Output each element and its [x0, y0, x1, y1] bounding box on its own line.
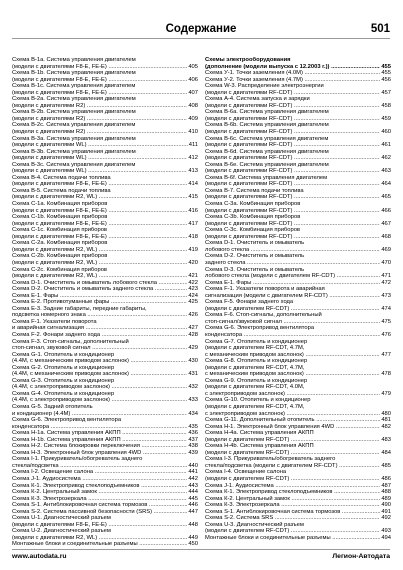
toc-entry-title: (модели с двигателями F8-E, FE-E) .....	[12, 77, 198, 84]
toc-entry-title: (модели с двигателем RF-CDT) .....	[205, 528, 391, 535]
toc-entry-page: 412	[188, 155, 198, 162]
toc-entry-title: Схема С-1а. Комбинация приборов	[12, 201, 108, 208]
toc-entry-page: 435	[188, 423, 198, 430]
toc-entry-title: Схема В-2а. Система управления двигателем	[12, 96, 136, 103]
toc-entry-title: (модели с двигателями F8-E, FE-E) .....	[12, 234, 198, 241]
toc-entry-page: 427	[188, 325, 198, 332]
toc-entry-title: Монтажные блоки и соединительные разъемы .....	[205, 535, 391, 542]
toc-entry-page: 465	[381, 194, 391, 201]
toc-entry-title: Схема К-1. Электропривод стеклоподъемников .....	[205, 489, 391, 496]
page-header	[12, 22, 390, 39]
footer-website: www.autodata.ru	[12, 553, 67, 560]
toc-entry-title: Схема Н-4b. Система управления АКПП	[205, 443, 314, 450]
toc-entry-title: (модели с двигателями WL) .....	[12, 142, 198, 149]
toc-entry-title: Схема G-1. Отопитель и кондиционер	[12, 351, 115, 358]
toc-entry-title: (модели с двигателями RF-CDT) .....	[205, 155, 391, 162]
toc-entry-page: 415	[188, 194, 198, 201]
toc-entry-page: 475	[381, 318, 391, 325]
toc-entry-title: и аварийная сигнализация .....	[12, 325, 198, 332]
toc-entry-title: Схема В-5. Система подачи топлива	[12, 187, 111, 194]
toc-entry-title: с механическим приводом заслонок) .....	[205, 371, 391, 378]
toc-entry-page: 437	[188, 436, 198, 443]
toc-entry-title: Схемы электрооборудования	[205, 57, 291, 63]
toc-entry-page: 467	[381, 220, 391, 227]
toc-entry-title: Схема У-1. Точки заземления (4.0M) .....	[205, 70, 391, 77]
toc-entry-title: Схема F-3. Стоп-сигналы, дополнительный	[12, 338, 129, 345]
toc-entry-title: Схема Е-1. Фары .....	[205, 280, 391, 287]
toc-entry-title: (модели с двигателями F8-E, FE-E) .....	[12, 522, 198, 529]
toc-entry-title: (модели с двигателями R2, WL) .....	[12, 194, 198, 201]
toc-entry-title: Схема Н-2. Система блокировки переключения .....	[12, 443, 198, 450]
toc-entry-title: Схема S-1. Антиблокировочная система тормозов .....	[205, 509, 391, 516]
toc-entry-page: 460	[381, 129, 391, 136]
toc-entry-page: 431	[188, 371, 198, 378]
toc-entry-title: Схема В-2b. Система управления двигателем	[12, 109, 136, 116]
toc-entry-title: Схема С-3с. Комбинация приборов	[205, 227, 301, 234]
toc-entry-title: (модели с двигателями R2) .....	[12, 116, 198, 123]
toc-entry-page: 490	[381, 502, 391, 509]
toc-entry-title: лобового стекла .....	[205, 247, 391, 254]
toc-entry-title: Схема С-2с. Комбинация приборов	[12, 266, 108, 273]
toc-entry-title: Схема В-6а. Система управления двигателем	[205, 109, 329, 116]
toc-entry-title: (модели с двигателями RF-CDT) .....	[205, 90, 391, 97]
toc-entry-title: (4.4М, с механическим приводом заслонок) .....	[12, 371, 198, 378]
toc-entry-title: Схема F-1. Указатели поворота	[12, 318, 97, 325]
toc-entry-title: Схема К-3. Электрозеркала .....	[205, 502, 391, 509]
toc-entry-page: 448	[188, 521, 198, 528]
toc-entry-title: Схема В-6е. Система управления двигателем	[205, 161, 329, 168]
toc-entry-title: Схема В-1а. Система управления двигателем	[12, 57, 136, 63]
toc-entry-page: 445	[188, 495, 198, 502]
toc-entry-title: (модели с двигателями R2, WL) .....	[12, 535, 198, 542]
toc-entry-page: 418	[188, 233, 198, 240]
toc-entry-title: Схема В-1с. Система управления двигателем	[12, 83, 136, 90]
toc-entry-title: Схема К-1. Электропривод стеклоподъемников .....	[12, 483, 198, 490]
toc-entry-title: (модели с двигателями R2, WL) .....	[12, 273, 198, 280]
toc-entry-page: 446	[188, 502, 198, 509]
toc-entry-page: 481	[381, 417, 391, 424]
toc-entry-page: 443	[188, 482, 198, 489]
toc-entry-title: (модели с двигателями RF-CDT) .....	[205, 129, 391, 136]
toc-entry-title: Схема А-4. Система запуска и зарядки	[205, 96, 310, 103]
toc-entry-title: (модели с двигателями RF-CDT) .....	[205, 194, 391, 201]
toc-entry-title: стоп-сигнал, звуковой сигнал .....	[12, 345, 198, 352]
toc-entry-page: 449	[188, 534, 198, 541]
toc-entry-title: Схема S-2. Система SRS .....	[205, 515, 391, 522]
toc-entry-page: 470	[381, 259, 391, 266]
toc-entry-page: 426	[188, 312, 198, 319]
toc-entry-title: (модели с двигателями F8-E, FE-E) .....	[12, 181, 198, 188]
toc-entry-page: 413	[188, 168, 198, 175]
toc-entry-page: 477	[381, 351, 391, 358]
toc-entry-page: 478	[381, 371, 391, 378]
toc-entry-page: 419	[188, 246, 198, 253]
toc-entry-title: Схема Н-1b. Система управления АКПП .....	[12, 437, 198, 444]
toc-entry-title: Схема С-1с. Комбинация приборов	[12, 227, 108, 234]
toc-entry-page: 482	[381, 423, 391, 430]
toc-entry-page: 471	[381, 273, 391, 280]
toc-entry-page: 428	[188, 331, 198, 338]
toc-entry-title: Схема D-2. Очиститель и омыватель	[205, 253, 305, 260]
toc-entry-page: 464	[381, 181, 391, 188]
footer-publisher: Легион-Автодата	[332, 553, 390, 560]
toc-entry-title: Схема J-1. Аудиосистема .....	[12, 476, 198, 483]
toc-entry-title: Схема В-3а. Система управления двигателем	[12, 135, 136, 142]
toc-entry-page: 441	[188, 469, 198, 476]
toc-entry-title: конденсатора .....	[12, 424, 198, 431]
toc-entry-title: (модели с двигателями RF-CDT) .....	[205, 103, 391, 110]
toc-entry-title: Схема У-2. Точки заземления (4.7M) .....	[205, 77, 391, 84]
toc-entry-page: 429	[188, 345, 198, 352]
toc-entry-title: Схема U-2. Диагностический разъем	[12, 528, 111, 535]
toc-entry-page: 438	[188, 443, 198, 450]
toc-entry-title: Схема G-8. Отопитель и кондиционер	[205, 358, 308, 365]
toc-entry-page: 410	[188, 129, 198, 136]
toc-entry-page: 408	[188, 102, 198, 109]
toc-entry-title: Схема U-1. Диагностический разъем	[12, 515, 111, 522]
toc-entry-title: Схема I-1. Прикуриватель/обогреватель заднего	[12, 456, 143, 463]
toc-entry-page: 439	[188, 449, 198, 456]
toc-entry-title: (модели с двигателем RF-CDT, 4.7M,	[205, 364, 305, 371]
toc-entry-page: 432	[188, 384, 198, 391]
toc-entry-title: (модели с двигателем RF-CDT) .....	[205, 306, 391, 313]
toc-entry-page: 472	[381, 279, 391, 286]
toc-entry-title: Схема D-1. Очиститель и омыватель лобового стекла .....	[12, 280, 198, 287]
toc-entry-title: Схема В-3b. Система управления двигателем	[12, 148, 136, 155]
toc-entry-page: 491	[381, 508, 391, 515]
toc-entry-title: (модели с двигателем RF-CDT) .....	[205, 437, 391, 444]
toc-left-column	[12, 57, 198, 548]
toc-entry-title: (дополнение (модели выпуска с 12.2003 г.)) .....	[205, 64, 391, 71]
toc-entry-title: Схема С-1b. Комбинация приборов	[12, 214, 108, 221]
toc-entry-page: 440	[188, 462, 198, 469]
toc-entry-page: 489	[381, 495, 391, 502]
toc-entry-page: 406	[188, 76, 198, 83]
toc-entry-title: Схема G-3. Отопитель и кондиционер	[12, 377, 115, 384]
toc-entry-title: Схема F-1. Указатели поворота и аварийная	[205, 286, 325, 293]
toc-entry-title: (модели с двигателями RF-CDT) .....	[205, 221, 391, 228]
toc-entry-title: Схема F-2. Фонари заднего хода .....	[12, 332, 198, 339]
toc-entry-title: Схема Н-1. Электронный блок управления 4WD .....	[205, 424, 391, 431]
toc-entry-title: Схема Е-2. Противотуманные фары .....	[12, 299, 198, 306]
toc-entry-title: (модели с двигателями WL) .....	[12, 168, 198, 175]
toc-entry-title: Схема G-10. Отопитель и кондиционер	[205, 397, 311, 404]
toc-entry-title: с механическим приводом заслонок) .....	[205, 352, 391, 359]
toc-entry-page: 494	[381, 534, 391, 541]
toc-entry-page: 469	[381, 246, 391, 253]
toc-entry-title: Схема G-11. Дополнительный отопитель .....	[205, 417, 391, 424]
toc-entry-title: Схема С-2а. Комбинация приборов	[12, 240, 108, 247]
toc-entry-page: 423	[188, 286, 198, 293]
toc-entry-page: 493	[381, 528, 391, 535]
toc-entry-title: Схема U-3. Диагностический разъем	[205, 521, 304, 528]
toc-entry-page: 409	[188, 115, 198, 122]
toc-entry-page: 424	[188, 292, 198, 299]
toc-entry-title: Схема В-6f. Система управления двигателем	[205, 174, 328, 181]
toc-entry-title: (модели с двигателями F8-E, FE-E) .....	[12, 64, 198, 71]
toc-entry-title: заднего стекла .....	[205, 260, 391, 267]
toc-entry-page: 466	[381, 207, 391, 214]
toc-entry-title: и кондиционер (4.4М) .....	[12, 411, 198, 418]
toc-entry-title: стоп-сигнал/звуковой сигнал .....	[205, 319, 391, 326]
toc-entry-title: (4.4М, с электроприводом заслонок) .....	[12, 397, 198, 404]
toc-entry-page: 458	[381, 102, 391, 109]
toc-entry-title: Схема G-4. Отопитель и кондиционер	[12, 390, 115, 397]
toc-entry-title: Схема S-1. Антиблокировочная система тормозов .....	[12, 502, 198, 509]
toc-entry-page: 483	[381, 436, 391, 443]
toc-entry-page: 473	[381, 292, 391, 299]
toc-entry-page: 447	[188, 508, 198, 515]
toc-entry-page: 405	[188, 63, 198, 70]
toc-entry-page: 421	[188, 273, 198, 280]
toc-entry-page: 436	[188, 430, 198, 437]
toc-entry-page: 479	[381, 390, 391, 397]
page-footer	[12, 549, 390, 562]
toc-entry-title: Схема S-2. Система пассивной безопасности (SRS) .....	[12, 509, 198, 516]
toc-entry-title: (4.4М, с электроприводом заслонок) .....	[12, 384, 198, 391]
toc-entry-page: 476	[381, 331, 391, 338]
toc-entry-page: 430	[188, 358, 198, 365]
toc-entry-title: Схема Е-3. Задние габариты, передние габариты,	[12, 305, 147, 312]
toc-entry-title: Схема В-1b. Система управления двигателем	[12, 70, 136, 77]
toc-entry-title: Схема J-1. Аудиосистема .....	[205, 483, 391, 490]
toc-entry-page: 407	[188, 89, 198, 96]
toc-entry-title: с электроприводом заслонок) .....	[205, 411, 391, 418]
toc-entry-title: (модели с двигателями F8-E, FE-E) .....	[12, 208, 198, 215]
toc-entry-title: Схема С-3а. Комбинация приборов	[205, 201, 301, 208]
toc-entry-page: 484	[381, 449, 391, 456]
page-title: Содержание	[165, 23, 237, 35]
toc-entry-title: (модели с двигателем RF-CDT, 4.7M,	[205, 403, 305, 410]
toc-entry-title: Схема D-1. Очиститель и омыватель	[205, 240, 305, 247]
toc-entry-page: 486	[381, 476, 391, 482]
toc-entry-page: 492	[381, 515, 391, 522]
toc-entry-title: с электроприводом заслонок) .....	[205, 391, 391, 398]
toc-entry-title: (модели с двигателями R2, WL) .....	[12, 247, 198, 254]
toc-entry-title: Схема В-6d. Система управления двигателем	[205, 148, 329, 155]
toc-entry-title: (модели с двигателем RF-CDT, 4.7M,	[205, 345, 305, 352]
toc-entry-title: Схема G-6. Электропривод вентилятора	[12, 417, 122, 424]
toc-entry-page: 456	[381, 76, 391, 83]
toc-entry-title: Схема G-6. Электропривод вентилятора	[205, 325, 315, 332]
toc-entry-title: (модели с двигателями R2, WL) .....	[12, 260, 198, 267]
toc-entry-title: Схема С-3b. Комбинация приборов	[205, 214, 301, 221]
toc-entry-title: конденсатора .....	[205, 332, 391, 339]
toc-entry-title: (модели с двигателями RF-CDT) .....	[205, 208, 391, 215]
toc-entry-title: Схема В-7. Система подачи топлива	[205, 187, 304, 194]
toc-entry-page: 457	[381, 89, 391, 96]
toc-entry-title: Схема С-2b. Комбинация приборов	[12, 253, 108, 260]
toc-entry-title: Схема I-4. Освещение салона	[205, 469, 287, 476]
toc-entry-title: (модели с двигателями RF-CDT) .....	[205, 116, 391, 123]
toc-entry-title: Схема В-4. Система подачи топлива	[12, 174, 111, 181]
toc-entry-page: 450	[188, 541, 198, 548]
toc-entry-page: 434	[188, 410, 198, 417]
toc-entry-title: Схема Н-3. Электронный блок управления 4WD .....	[12, 450, 198, 457]
toc-entry-title: стекла/подсветка (модели с двигателем RF-CDT) .....	[205, 463, 391, 470]
toc-entry-title: (модели с двигателем RF-CDT, 4.0M,	[205, 384, 305, 391]
toc-entry-page: 474	[381, 305, 391, 312]
toc-entry-page: 411	[188, 142, 198, 149]
toc-entry-title: (модели с двигателями RF-CDT) .....	[205, 181, 391, 188]
toc-entry-page: 459	[381, 115, 391, 122]
toc-entry-title: Схема G-9. Отопитель и кондиционер	[205, 377, 308, 384]
toc-entry-title: Схема I-2. Освещение салона .....	[12, 469, 198, 476]
toc-entry-page: 463	[381, 168, 391, 175]
toc-entry-page: 468	[381, 233, 391, 240]
toc-entry-page: 487	[381, 482, 391, 489]
toc-entry-title: Схема К-2. Центральный замок .....	[205, 496, 391, 503]
toc-entry-title: Схема К-2. Центральный замок .....	[12, 489, 198, 496]
toc-entry-page: 461	[381, 142, 391, 149]
toc-entry-title: подсветка номерного знака .....	[12, 312, 198, 319]
toc-entry	[205, 535, 391, 542]
toc-entry-title: Схема Н-1а. Система управления АКПП .....	[12, 430, 198, 437]
toc-entry-page: 433	[188, 397, 198, 404]
toc-entry-page: 414	[188, 181, 198, 188]
toc-entry-title: (4.4М, с механическим приводом заслонок) .....	[12, 358, 198, 365]
toc-entry-title: (модели с двигателем RF-CDT) .....	[205, 450, 391, 457]
toc-entry-page: 480	[381, 410, 391, 417]
toc-entry-title: Схема G-2. Отопитель и кондиционер	[12, 364, 115, 371]
toc-entry-page: 444	[188, 489, 198, 496]
toc-entry-title: Схема В-6b. Система управления двигателем	[205, 122, 329, 129]
toc-entry-title: Схема В-3с. Система управления двигателем	[12, 161, 136, 168]
toc-entry-title: Схема G-7. Отопитель и кондиционер	[205, 338, 308, 345]
toc-entry-page: 485	[381, 462, 391, 469]
toc-entry-page: 455	[381, 63, 391, 70]
toc-entry-title: (модели с двигателями RF-CDT) .....	[205, 168, 391, 175]
toc-entry-title: (модели с двигателями F8-E, FE-E) .....	[12, 90, 198, 97]
toc-entry	[12, 541, 198, 548]
toc-entry-page: 462	[381, 155, 391, 162]
toc-entry-title: Схема К-3. Электрозеркала .....	[12, 496, 198, 503]
toc-entry-title: стекла/подсветка .....	[12, 463, 198, 470]
toc-entry-title: (модели с двигателями RF-CDT) .....	[205, 142, 391, 149]
toc-entry-title: Схема Н-4а. Система управления АКПП	[205, 430, 314, 437]
toc-entry-title: (модели с двигателями WL) .....	[12, 155, 198, 162]
toc-entry-title: Схема В-6с. Система управления двигателем	[205, 135, 329, 142]
toc-entry-title: Схема G-5. Задний отопитель	[12, 403, 93, 410]
toc-entry-title: Схема D-3. Очиститель и омыватель	[205, 266, 305, 273]
toc-entry-title: Схема Е-1. Фары .....	[12, 293, 198, 300]
toc-entry-title: (модели с двигателями R2) .....	[12, 129, 198, 136]
toc-entry-title: Схема F-5. Фонари заднего хода	[205, 299, 294, 306]
toc-entry-title: (модели с двигателем RF-CDT) .....	[205, 476, 391, 483]
toc-entry-page: 417	[188, 220, 198, 227]
toc-entry-page: 442	[188, 476, 198, 482]
page-number: 501	[370, 23, 390, 35]
toc-entry-page: 488	[381, 489, 391, 496]
toc-entry-page: 422	[188, 279, 198, 286]
toc-entry-title: Схема F-6. Стоп-сигналы, дополнительный	[205, 312, 322, 319]
toc-entry-title: Схема D-2. Очиститель и омыватель заднего стекла .....	[12, 286, 198, 293]
toc-entry-title: Схема W-3. Распределение электроэнергии	[205, 83, 324, 90]
toc-right-column	[205, 57, 391, 541]
toc-entry-page: 416	[188, 207, 198, 214]
toc-entry-title: (модели с двигателями R2) .....	[12, 103, 198, 110]
toc-entry-page: 455	[381, 70, 391, 77]
toc-entry-title: (модели с двигателями RF-CDT) .....	[205, 234, 391, 241]
toc-entry-title: лобового стекла (модели с двигателем RF-CDT) .....	[205, 273, 391, 280]
toc-entry-title: сигнализация (модели с двигателем RF-CDT) .....	[205, 293, 391, 300]
toc-entry-title: Схема В-2с. Система управления двигателем	[12, 122, 136, 129]
toc-entry-page: 425	[188, 299, 198, 306]
toc-entry-page: 420	[188, 259, 198, 266]
toc-entry-title: Монтажные блоки и соединительные разъемы .....	[12, 541, 198, 548]
toc-entry-title: Схема I-3. Прикуриватель/обогреватель заднего	[205, 456, 336, 463]
toc-entry-title: (модели с двигателями F8-E, FE-E) .....	[12, 221, 198, 228]
